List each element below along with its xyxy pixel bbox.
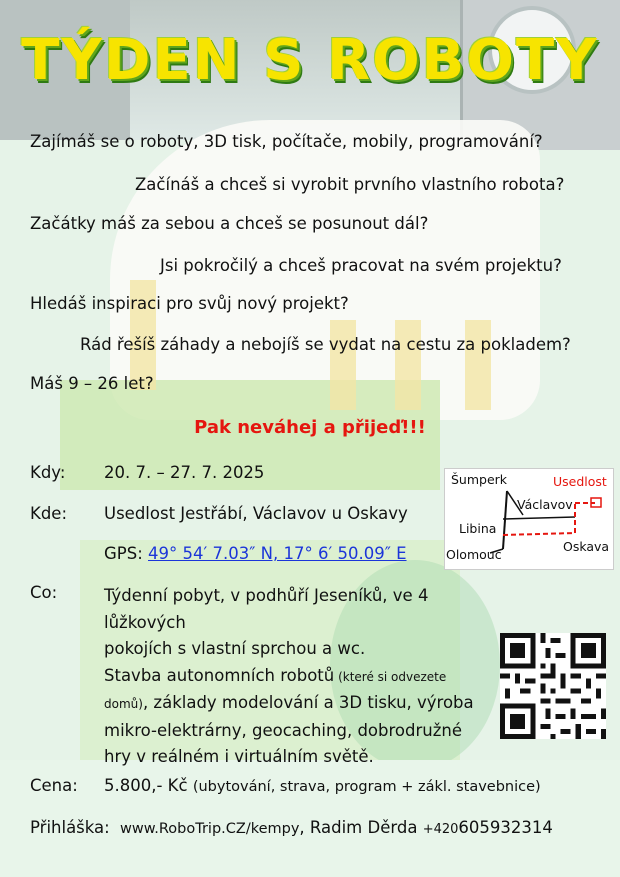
what-line-1: Týdenní pobyt, v podhůří Jeseníků, ve 4 lůžkových xyxy=(104,586,429,632)
signup-name: , Radim Děrda xyxy=(299,818,423,837)
where-label: Kde: xyxy=(30,504,68,523)
gps-line xyxy=(104,544,407,563)
map-label-usedlost: Usedlost xyxy=(553,474,607,489)
price-value: 5.800,- Kč xyxy=(104,776,193,795)
map-label-sumperk: Šumperk xyxy=(451,472,508,487)
question-inspiration: Hledáš inspiraci pro svůj nový projekt? xyxy=(30,294,349,313)
question-advanced: Jsi pokročilý a chceš pracovat na svém projektu? xyxy=(160,256,562,275)
where-value: Usedlost Jestřábí, Václavov u Oskavy xyxy=(104,504,408,523)
map-label-olomouc: Olomouc xyxy=(446,547,502,562)
map-label-vaclavov: Václavov xyxy=(517,497,573,512)
price-label: Cena: xyxy=(30,776,78,795)
signup-label: Přihláška: xyxy=(30,818,110,837)
question-interests: Zajímáš se o roboty, 3D tisk, počítače, mobily, programování? xyxy=(30,132,543,151)
signup-phone: 605932314 xyxy=(458,818,553,837)
map-label-oskava: Oskava xyxy=(563,539,610,554)
what-line-3: Stavba autonomních robotů (které si odvezete xyxy=(104,665,447,685)
signup-line xyxy=(120,818,553,837)
map-label-libina: Libina xyxy=(459,521,497,536)
gps-prefix: GPS: xyxy=(104,544,149,563)
location-map xyxy=(444,468,614,570)
question-age: Máš 9 – 26 let? xyxy=(30,374,154,393)
price-note: (ubytování, strava, program + zákl. stavebnice) xyxy=(192,779,541,795)
question-mysteries: Rád řešíš záhady a nebojíš se vydat na cestu za pokladem? xyxy=(80,335,571,354)
what-line-5: mikro-elektrárny, geocaching, dobrodružné xyxy=(104,720,462,740)
signup-url[interactable]: www.RoboTrip.CZ/kempy xyxy=(120,821,300,837)
signup-phone-prefix: +420 xyxy=(422,822,459,837)
what-line-4: domů), základy modelování a 3D tisku, výroba xyxy=(104,693,474,712)
poster-title: TÝDEN S ROBOTY xyxy=(21,28,599,93)
when-value: 20. 7. – 27. 7. 2025 xyxy=(104,463,265,482)
what-line-2: pokojích s vlastní sprchou a wc. xyxy=(104,639,366,658)
question-beginner: Začínáš a chceš si vyrobit prvního vlastního robota? xyxy=(135,175,565,194)
call-to-action: Pak neváhej a přijeď!!! xyxy=(194,417,426,438)
gps-link[interactable]: 49° 54′ 7.03″ N, 17° 6′ 50.09″ E xyxy=(148,544,407,563)
qr-code-icon[interactable] xyxy=(500,633,606,739)
price-line xyxy=(104,776,541,795)
what-description xyxy=(104,583,504,771)
what-label: Co: xyxy=(30,583,58,602)
question-intermediate: Začátky máš za sebou a chceš se posunout dál? xyxy=(30,214,429,233)
what-line-6: hry v reálném i virtuálním světě. xyxy=(104,747,374,766)
when-label: Kdy: xyxy=(30,463,66,482)
